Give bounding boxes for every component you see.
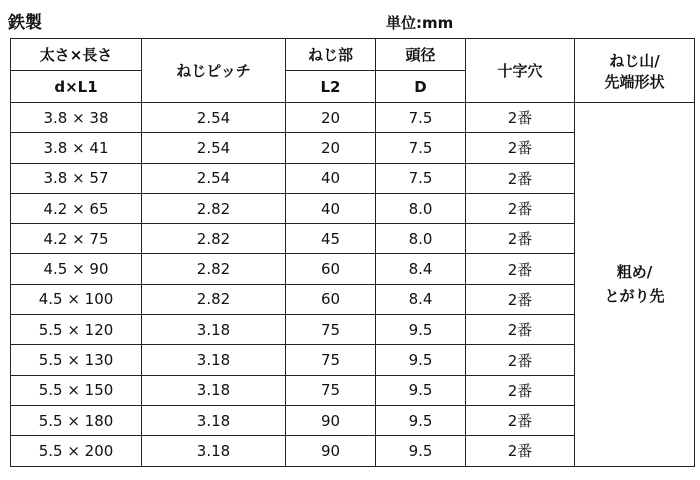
cell-thread-length: 45: [286, 224, 376, 254]
cell-pitch: 3.18: [142, 315, 286, 345]
cell-thread-length: 60: [286, 284, 376, 314]
cell-cross-recess: 2番: [466, 224, 575, 254]
cell-thread-length: 40: [286, 163, 376, 193]
material-label: 鉄製: [8, 13, 42, 33]
thread-tip-line1: 粗め/: [616, 263, 653, 282]
cell-thread-length: 75: [286, 315, 376, 345]
cell-thread-length: 20: [286, 103, 376, 133]
cell-pitch: 2.82: [142, 284, 286, 314]
header-size: 太さ×長さ: [11, 39, 142, 71]
cell-head-diameter: 7.5: [376, 103, 466, 133]
header-thread-length: ねじ部: [286, 39, 376, 71]
cell-pitch: 2.54: [142, 103, 286, 133]
cell-cross-recess: 2番: [466, 284, 575, 314]
cell-size: 4.5 × 90: [11, 254, 142, 284]
cell-size: 4.2 × 75: [11, 224, 142, 254]
cell-size: 3.8 × 57: [11, 163, 142, 193]
cell-head-diameter: 7.5: [376, 163, 466, 193]
cell-thread-length: 60: [286, 254, 376, 284]
header-thread-tip-line2: 先端形状: [604, 72, 665, 91]
thread-tip-line2: とがり先: [604, 287, 665, 306]
cell-cross-recess: 2番: [466, 345, 575, 375]
cell-cross-recess: 2番: [466, 133, 575, 163]
cell-pitch: 2.54: [142, 133, 286, 163]
cell-size: 3.8 × 38: [11, 103, 142, 133]
cell-size: 5.5 × 120: [11, 315, 142, 345]
header-size-symbol: d×L1: [11, 71, 142, 103]
cell-pitch: 2.54: [142, 163, 286, 193]
cell-thread-length: 90: [286, 405, 376, 435]
cell-thread-length: 75: [286, 375, 376, 405]
header-head-diameter: 頭径: [376, 39, 466, 71]
cell-size: 5.5 × 150: [11, 375, 142, 405]
cell-cross-recess: 2番: [466, 254, 575, 284]
table-row: [11, 103, 695, 133]
cell-head-diameter: 8.4: [376, 254, 466, 284]
unit-label: 単位:mm: [386, 14, 454, 32]
cell-pitch: 3.18: [142, 345, 286, 375]
header-cross-recess: 十字穴: [466, 39, 575, 103]
cell-size: 3.8 × 41: [11, 133, 142, 163]
header-thread-tip-line1: ねじ山/: [609, 51, 660, 70]
cell-cross-recess: 2番: [466, 315, 575, 345]
cell-pitch: 3.18: [142, 375, 286, 405]
cell-cross-recess: 2番: [466, 103, 575, 133]
cell-pitch: 2.82: [142, 193, 286, 223]
header-head-diameter-symbol: D: [376, 71, 466, 103]
cell-size: 5.5 × 130: [11, 345, 142, 375]
cell-thread-length: 75: [286, 345, 376, 375]
cell-thread-length: 90: [286, 436, 376, 466]
cell-head-diameter: 9.5: [376, 436, 466, 466]
header-pitch: ねじピッチ: [142, 39, 286, 103]
cell-head-diameter: 9.5: [376, 345, 466, 375]
cell-cross-recess: 2番: [466, 193, 575, 223]
cell-cross-recess: 2番: [466, 375, 575, 405]
cell-pitch: 3.18: [142, 405, 286, 435]
cell-pitch: 2.82: [142, 254, 286, 284]
cell-pitch: 2.82: [142, 224, 286, 254]
cell-thread-length: 20: [286, 133, 376, 163]
cell-cross-recess: 2番: [466, 405, 575, 435]
table-body: [11, 103, 695, 467]
cell-head-diameter: 8.0: [376, 193, 466, 223]
cell-thread-tip: [575, 103, 695, 467]
cell-size: 4.2 × 65: [11, 193, 142, 223]
cell-cross-recess: 2番: [466, 436, 575, 466]
cell-head-diameter: 8.0: [376, 224, 466, 254]
cell-head-diameter: 9.5: [376, 315, 466, 345]
cell-head-diameter: 7.5: [376, 133, 466, 163]
header-thread-length-symbol: L2: [286, 71, 376, 103]
cell-head-diameter: 9.5: [376, 405, 466, 435]
cell-pitch: 3.18: [142, 436, 286, 466]
cell-size: 5.5 × 180: [11, 405, 142, 435]
cell-thread-length: 40: [286, 193, 376, 223]
cell-head-diameter: 8.4: [376, 284, 466, 314]
cell-head-diameter: 9.5: [376, 375, 466, 405]
screw-spec-table: [10, 38, 695, 467]
cell-size: 5.5 × 200: [11, 436, 142, 466]
cell-cross-recess: 2番: [466, 163, 575, 193]
header-thread-tip: [575, 39, 695, 103]
cell-size: 4.5 × 100: [11, 284, 142, 314]
